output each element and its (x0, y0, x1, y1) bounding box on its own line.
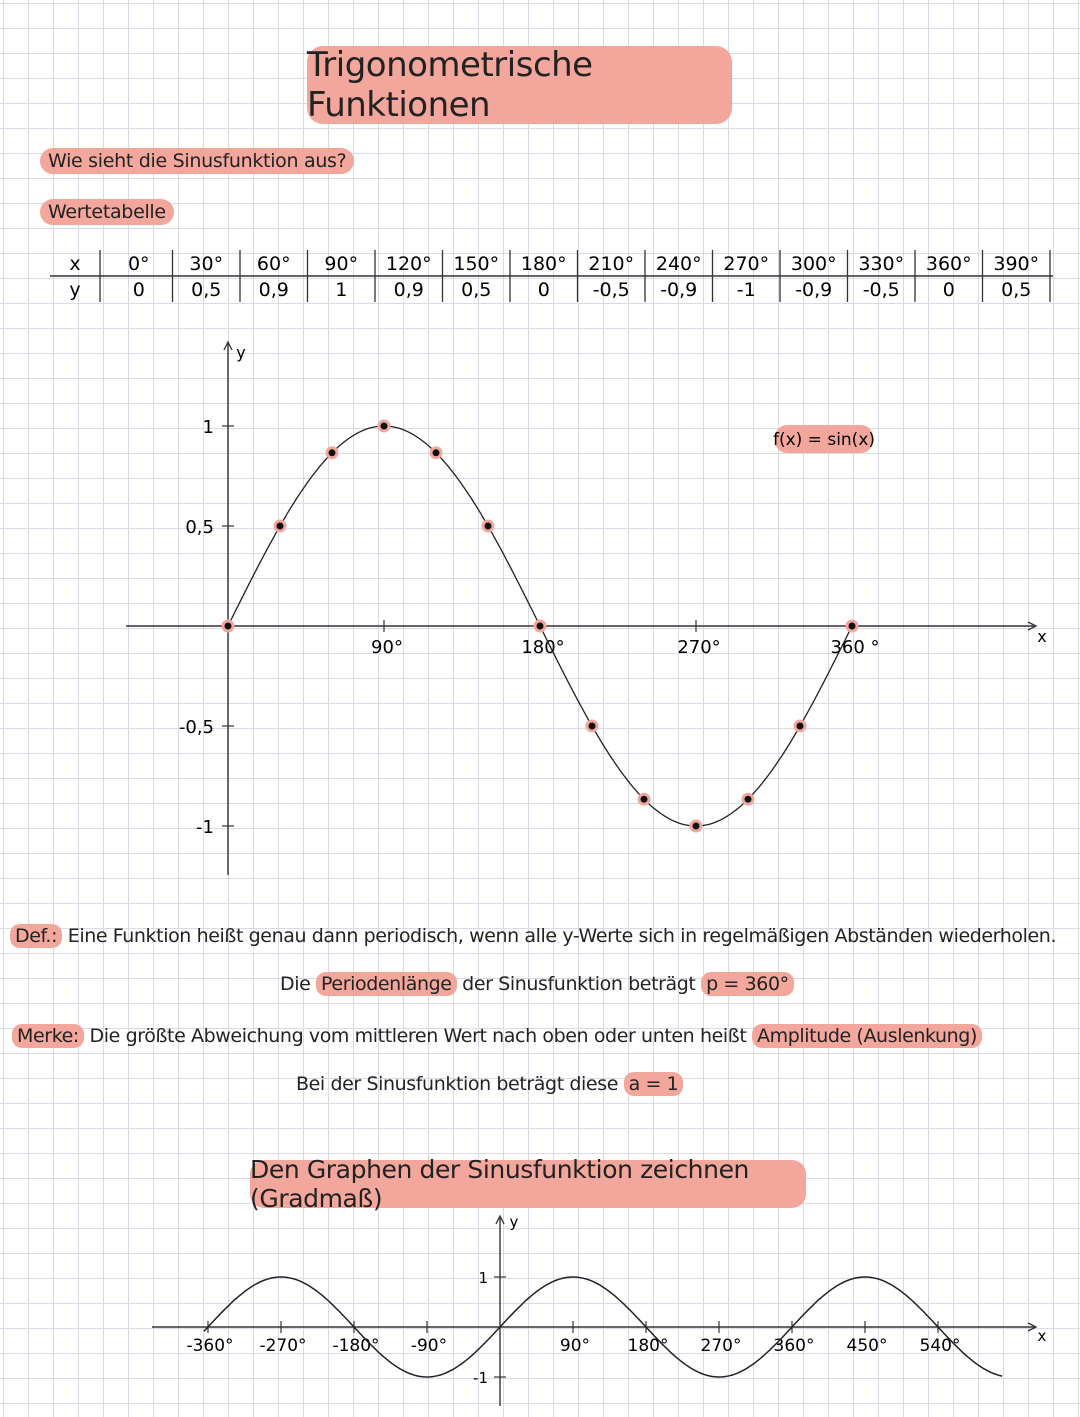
page-title: Trigonometrische Funktionen (307, 46, 732, 124)
y-axis-label: y (509, 1213, 519, 1231)
x-axis-label: x (1037, 1327, 1047, 1345)
period-line (280, 973, 794, 995)
table-x-value: 150° (453, 253, 500, 275)
table-x-value: 270° (723, 253, 770, 275)
graph2-title: Den Graphen der Sinusfunktion zeichnen (Gradmaß) (250, 1160, 806, 1208)
y-tick-label: 1 (478, 1269, 488, 1287)
table-x-value: 120° (385, 253, 432, 275)
x-tick-label: 450° (846, 1336, 888, 1356)
amplitude-text: Bei der Sinusfunktion beträgt diese (296, 1073, 624, 1095)
table-x-value: 330° (858, 253, 905, 275)
x-tick-label: 270° (700, 1336, 742, 1356)
data-point (329, 449, 336, 456)
table-x-header: x (69, 253, 81, 275)
merke-line (12, 1025, 982, 1047)
y-tick-label: -1 (473, 1369, 488, 1387)
x-tick-label: 540° (919, 1336, 961, 1356)
x-tick-label: -180° (332, 1336, 380, 1356)
y-tick-label: -0,5 (178, 717, 214, 738)
table-y-value: 0,5 (191, 279, 222, 301)
period-text1: Die (280, 973, 317, 995)
x-tick-label: -90° (410, 1336, 448, 1356)
value-table (45, 250, 1055, 310)
definition-line (10, 925, 1056, 947)
table-y-value: 0 (132, 279, 145, 301)
data-point (485, 523, 492, 530)
y-tick-label: -1 (196, 817, 214, 838)
question-label: Wie sieht die Sinusfunktion aus? (40, 148, 354, 174)
data-point (589, 723, 596, 730)
table-y-value: -0,9 (795, 279, 833, 301)
data-point (797, 723, 804, 730)
table-x-value: 360° (925, 253, 972, 275)
amplitude-value: a = 1 (624, 1072, 684, 1096)
amplitude-line (296, 1073, 683, 1095)
data-point (693, 823, 700, 830)
period-text2: der Sinusfunktion beträgt (456, 973, 702, 995)
x-tick-label: 90° (371, 637, 403, 658)
sine-graph-degrees (0, 1210, 1080, 1417)
definition-text: Eine Funktion heißt genau dann periodisch, wenn alle y-Werte sich in regelmäßigen Abständen wiederholen. (62, 925, 1057, 947)
table-x-value: 30° (189, 253, 224, 275)
table-y-header: y (69, 279, 81, 301)
data-point (277, 523, 284, 530)
y-axis-label: y (236, 343, 246, 362)
y-tick-label: 1 (202, 417, 214, 438)
data-point (641, 796, 648, 803)
data-point (225, 623, 232, 630)
table-y-value: -0,5 (862, 279, 900, 301)
table-x-value: 210° (588, 253, 635, 275)
period-term: Periodenlänge (316, 972, 457, 996)
merke-text: Die größte Abweichung vom mittleren Wert nach oben oder unten heißt (83, 1025, 753, 1047)
x-tick-label: 180° (521, 637, 565, 658)
data-point (745, 796, 752, 803)
table-y-value: -0,9 (660, 279, 698, 301)
table-label: Wertetabelle (40, 199, 174, 225)
table-x-value: 60° (256, 253, 291, 275)
y-tick-label: 0,5 (185, 517, 214, 538)
data-point (381, 423, 388, 430)
table-x-value: 180° (520, 253, 567, 275)
table-x-value: 240° (655, 253, 702, 275)
table-x-value: 390° (993, 253, 1040, 275)
table-x-value: 300° (790, 253, 837, 275)
sine-graph (0, 330, 1080, 890)
x-tick-label: -360° (186, 1336, 234, 1356)
definition-prefix: Def.: (10, 924, 62, 948)
merke-prefix: Merke: (12, 1024, 84, 1048)
x-tick-label: 360 ° (830, 637, 880, 658)
x-tick-label: 90° (559, 1336, 591, 1356)
table-y-value: 0,9 (258, 279, 289, 301)
table-y-value: -0,5 (592, 279, 630, 301)
x-tick-label: -270° (259, 1336, 307, 1356)
x-tick-label: 360° (773, 1336, 815, 1356)
table-y-value: 0 (942, 279, 955, 301)
table-x-value: 90° (324, 253, 359, 275)
x-tick-label: 270° (677, 637, 721, 658)
table-y-value: 0,5 (461, 279, 492, 301)
data-point (849, 623, 856, 630)
data-point (537, 623, 544, 630)
table-y-value: 0,5 (1001, 279, 1032, 301)
amplitude-term: Amplitude (Auslenkung) (752, 1024, 982, 1048)
x-axis-label: x (1037, 627, 1047, 646)
table-y-value: 0,9 (393, 279, 424, 301)
table-y-value: -1 (736, 279, 756, 301)
x-tick-label: 180° (627, 1336, 669, 1356)
data-point (433, 449, 440, 456)
table-y-value: 1 (335, 279, 348, 301)
function-label: f(x) = sin(x) (772, 430, 876, 450)
table-x-value: 0° (127, 253, 150, 275)
table-y-value: 0 (537, 279, 550, 301)
period-value: p = 360° (701, 972, 794, 996)
